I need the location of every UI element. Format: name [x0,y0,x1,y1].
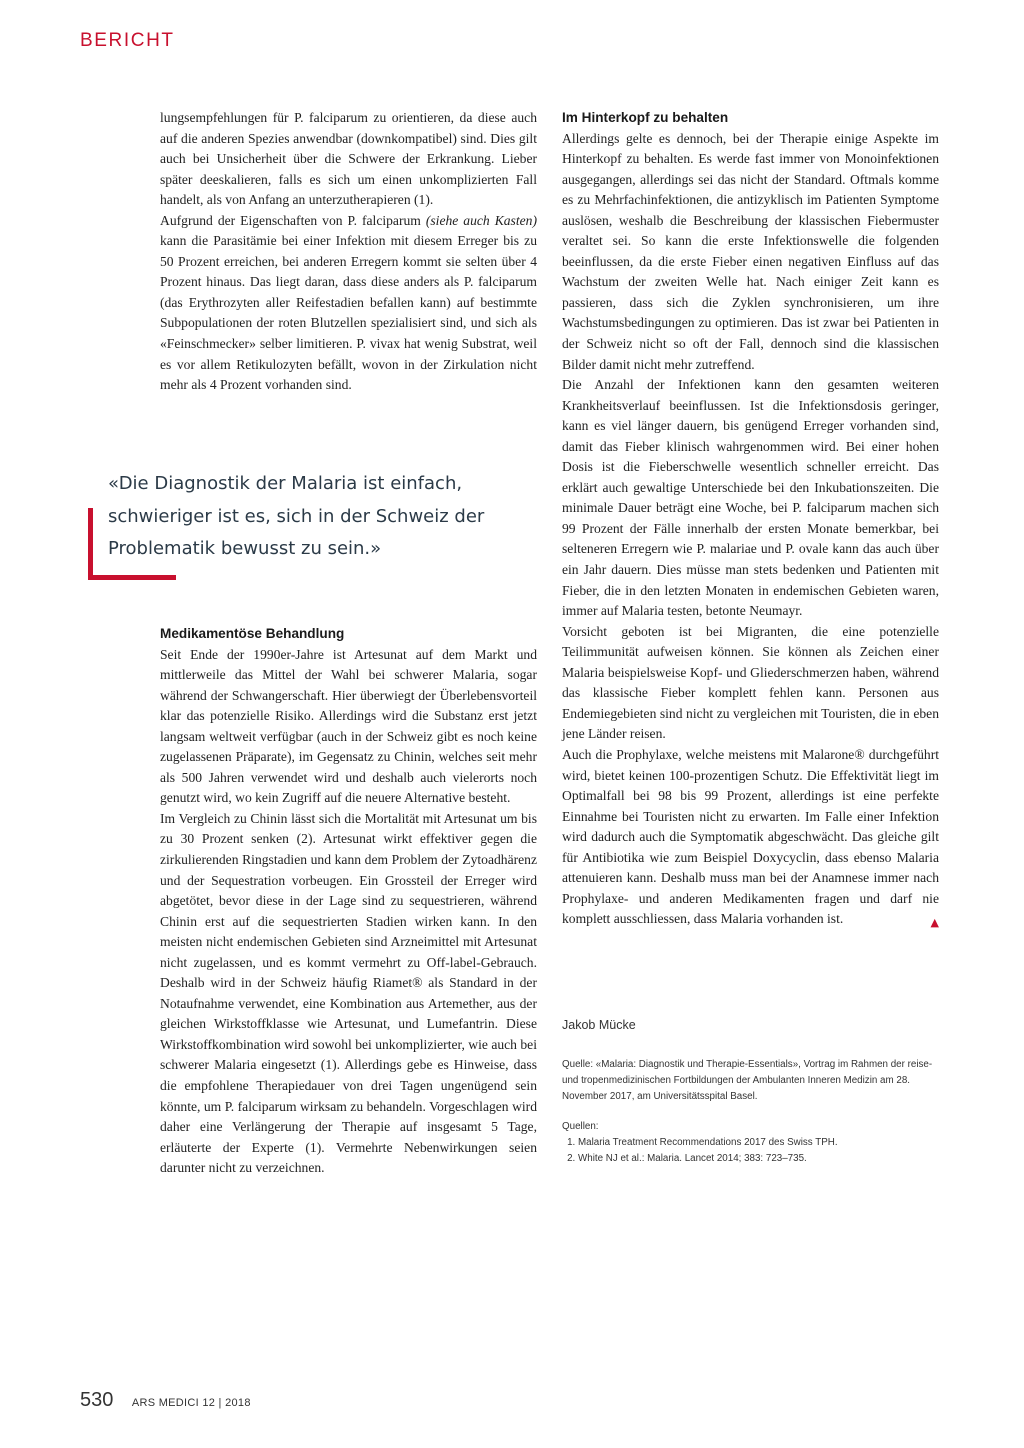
references-list [562,1135,942,1167]
right-paragraph-4-text: Auch die Prophylaxe, welche meistens mit Malarone® durchgeführt wird, bietet keinen 100-prozentigen Schutz. Die Effektivität liegt im Optimalfall bei 98 bis 99 Prozent, allerdings ist eine perfekte Einnahme bei Touristen nicht zu erwarten. Im Falle einer Infektion wird dadurch auch die Symptomatik abgeschwächt. Das gleiche gilt für Antibiotika wie zum Beispiel Doxycyclin, dass ebenso Malaria attenuieren kann. Deshalb muss man bei der Anamnese immer nach Prophylaxe- und anderen Medikamenten fragen und darf nie komplett ausschliessen, dass Malaria vorhanden ist. [562,746,939,927]
left-paragraph-2-text-b: kann die Parasitämie bei einer Infektion mit diesem Erreger bis zu 50 Prozent erreichen, bei anderen Erregern kommt sie selten über 4 Prozent hinaus. Das liegt daran, dass diese anders als P. falciparum (das Erythrozyten aller Reifestadien befallen kann) auf bestimmte Subpopulationen der roten Blutzellen spezialisiert sind, und sich als «Feinschmecker» selber limitieren. P. vivax hat wenig Substrat, weil es vor allem Retikulozyten befällt, wovon in der Zirkulation nicht mehr als 4 Prozent vorhanden sind. [160,233,537,393]
hinterkopf-heading: Im Hinterkopf zu behalten [562,110,729,125]
reference-item: 2. White NJ et al.: Malaria. Lancet 2014; 383: 723–735. [578,1151,942,1167]
end-triangle-icon: ▲ [930,916,939,930]
treatment-section [160,624,537,1179]
left-paragraph-2-text-a: Aufgrund der Eigenschaften von P. falciparum [160,212,426,228]
pull-quote-line-2: schwieriger ist es, sich in der Schweiz der [108,505,485,527]
left-paragraph-2 [160,211,537,396]
source-note: Quelle: «Malaria: Diagnostik und Therapie-Essentials», Vortrag im Rahmen der reise- und tropenmedizinischen Fortbildungen der Ambulanten Inneren Medizin am 28. November 2017, am Universitätsspital Basel. [562,1059,933,1102]
left-paragraph-3: Seit Ende der 1990er-Jahre ist Artesunat auf dem Markt und mittlerweile das Mittel der Wahl bei schwerer Malaria, sogar während der Schwangerschaft. Hier überwiegt der Überlebensvorteil klar das potenzielle Risiko. Allerdings wird die Substanz erst jetzt langsam weltweit verfügbar (auch in der Schweiz gibt es noch keine zugelassenen Präparate), im Gegensatz zu Chinin, welches seit mehr als 500 Jahren verwendet wird und deshalb auch vielerorts noch genutzt wird, wo kein Zugriff auf die neuere Alternative besteht. [160,646,537,806]
pull-quote [108,468,528,566]
page-number: 530 [80,1389,114,1411]
pull-quote-bar-horizontal [88,575,176,580]
right-paragraph-3: Vorsicht geboten ist bei Migranten, die eine potenzielle Teilimmunität aufweisen können. Sie können als Zeichen einer Malaria beispielsweise Kopf- und Gliederschmerzen haben, während das klassische Fieber komplett fehlen kann. Personen aus Endemiegebieten sind nicht zu vergleichen mit Touristen, die in eben jene Länder reisen. [562,623,939,742]
pull-quote-line-1: «Die Diagnostik der Malaria ist einfach, [108,473,463,494]
section-label: BERICHT [80,30,175,51]
sources-block [562,1057,942,1167]
pull-quote-line-3: Problematik bewusst zu sein.» [108,538,382,559]
references-title: Quellen: [562,1121,599,1132]
right-paragraph-2: Die Anzahl der Infektionen kann den gesamten weiteren Krankheitsverlauf beeinflussen. Ist die Infektionsdosis geringer, kann es viel länger dauern, bis genügend Erreger vorhanden sind, damit das Fieber klinisch wahrgenommen wird. Bei einer hohen Dosis ist die Fieberschwelle wesentlich schneller erreicht. Das erklärt auch gewaltige Unterschiede bei den Inkubationszeiten. Die minimale Dauer beträgt eine Woche, bei P. falciparum machen sich 99 Prozent der Fälle innerhalb der ersten Monate bemerkbar, bei selteneren Erregern wie P. malariae und P. ovale kann das auch über ein Jahr dauern. Dies müsse man stets bedenken und Patienten mit Fieber, die in den letzten Monaten in endemischen Gebieten waren, immer auf Malaria testen, betonte Neumayr. [562,377,939,619]
page-footer [80,1389,251,1412]
left-paragraph-2-italic: (siehe auch Kasten) [425,212,537,228]
pull-quote-bar-vertical [88,508,93,580]
left-paragraph-1: lungsempfehlungen für P. falciparum zu orientieren, da diese auch auf die anderen Spezies anwendbar (downkompatibel) sind. Dies gilt auch bei Unsicherheit über die Schwere der Erkrankung. Lieber später deeskalieren, falls es sich um einen unkomplizierten Fall handelt, als von Anfang an unterzutherapieren (1). [160,110,537,208]
right-paragraph-4 [562,745,939,930]
author-name: Jakob Mücke [562,1018,636,1032]
journal-issue: ARS MEDICI 12 | 2018 [131,1397,251,1409]
reference-item: 1. Malaria Treatment Recommendations 2017 des Swiss TPH. [578,1135,942,1151]
right-paragraph-1: Allerdings gelte es dennoch, bei der Therapie einige Aspekte im Hinterkopf zu behalten. Es werde fast immer von Monoinfektionen ausgegangen, allerdings sei das nicht der Standard. Oftmals komme es zu Mehrfachinfektionen, die antizyklisch im Patienten Symptome auslösen, weshalb die Beschreibung der klassischen Fiebermuster veraltet sei. So kann die erste Infektionswelle die folgenden beeinflussen, da die erste Fieber einen negativen Einfluss auf das Wachstum der zweiten Welle hat. Nach einiger Zeit kann es passieren, dass sich die Zyklen synchronisieren, um ihre Wachstumsbedingungen zu optimieren. Das ist zwar bei Patienten in der Schweiz nicht so oft der Fall, dennoch sind die klassischen Bilder damit nicht mehr zutreffend. [562,130,939,372]
treatment-heading: Medikamentöse Behandlung [160,626,345,641]
left-paragraph-4: Im Vergleich zu Chinin lässt sich die Mortalität mit Artesunat um bis zu 30 Prozent senken (2). Artesunat wirkt effektiver gegen die zirkulierenden Ringstadien und kann dem Problem der Zytoadhärenz und der Sequestration vorbeugen. Ein Grossteil der Erreger wird abgetötet, bevor diese in der Lage sind zu sequestrieren, während Chinin erst auf die sequestrierten Stadien wirken kann. In den meisten nicht endemischen Gebieten sind Arzneimittel mit Artesunat nicht zugelassen, und es kommt vermehrt zu Off-label-Gebrauch. Deshalb wird in der Schweiz häufig Riamet® als Standard in der Notaufnahme verwendet, eine Kombination aus Artemether, aus der gleichen Wirkstoffklasse wie Artesunat, und Lumefantrin. Diese Wirkstoffkombination wird sowohl bei unkomplizierter, wie auch bei schwerer Malaria eingesetzt (1). Allerdings gebe es Hinweise, dass die empfohlene Therapiedauer von drei Tagen ungenügend sein könnte, um P. falciparum wirksam zu behandeln. Vorgeschlagen wird daher eine Verlängerung der Therapie auf insgesamt 5 Tage, erläuterte der Experte (1). Vermehrte Nebenwirkungen seien darunter nicht zu verzeichnen. [160,810,537,1176]
right-column [562,108,939,934]
